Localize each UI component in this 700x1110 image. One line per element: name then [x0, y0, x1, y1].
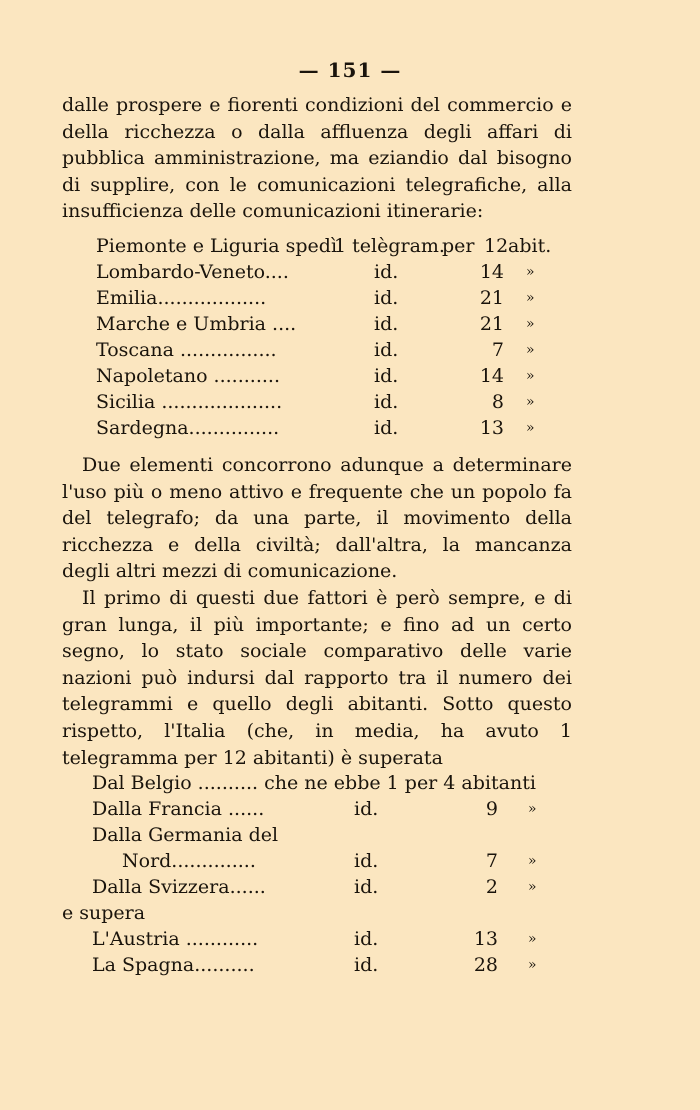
- inhabitants-value: 21: [479, 287, 504, 309]
- region-name: Piemonte e Liguria spedì: [96, 235, 338, 257]
- ditto-id: id.: [374, 339, 399, 361]
- ditto-id: id.: [374, 287, 399, 309]
- ditto-id: id.: [354, 928, 379, 950]
- ditto-id: id.: [354, 876, 379, 898]
- inhabitants-value: 13: [479, 417, 504, 439]
- ditto-mark: »: [528, 931, 537, 947]
- ditto-id: id.: [354, 850, 379, 872]
- ditto-id: id.: [354, 954, 379, 976]
- page-number: — 151 —: [298, 58, 402, 82]
- ditto-mark: »: [526, 342, 535, 358]
- ditto-mark: »: [526, 264, 535, 280]
- ditto-id: id.: [374, 365, 399, 387]
- ditto-mark: »: [526, 290, 535, 306]
- country-name: Nord..............: [122, 850, 256, 872]
- table-row: [96, 233, 566, 259]
- telegram-table-regions: [96, 233, 566, 443]
- inhabitants-value: 21: [479, 313, 504, 335]
- ditto-mark: »: [526, 420, 535, 436]
- inhabitants-value: 14: [479, 261, 504, 283]
- table-row: [96, 337, 566, 363]
- inhabitants-value: 28: [473, 954, 498, 976]
- table-row: [96, 389, 566, 415]
- inhabitants-value: 2: [485, 876, 498, 898]
- inhabitants-value: 13: [473, 928, 498, 950]
- connector-text: e supera: [62, 902, 146, 924]
- region-name: Sicilia ....................: [96, 391, 283, 413]
- ditto-mark: »: [528, 801, 537, 817]
- table-row: [92, 822, 562, 848]
- table-row: [92, 770, 562, 796]
- country-name: Dalla Germania del: [92, 824, 279, 846]
- table-row: [92, 796, 562, 822]
- ditto-id: id.: [374, 417, 399, 439]
- ditto-mark: »: [528, 879, 537, 895]
- country-name: La Spagna..........: [92, 954, 255, 976]
- inhabitants-value: 7: [485, 850, 498, 872]
- region-name: Marche e Umbria ....: [96, 313, 297, 335]
- telegram-count: 1 telègram.: [334, 235, 445, 257]
- table-row: [92, 874, 562, 900]
- inhabitants-value: 8: [491, 391, 504, 413]
- inhabitants-value: 7: [491, 339, 504, 361]
- paragraph-elements: Due elementi concorrono adunque a determinare l'uso più o meno attivo e frequente che un popolo fa del telegrafo; da una parte, il movimento della ricchezza e della civiltà; dall'altra, la mancanza degli altri mezzi di comunicazione.: [62, 454, 572, 583]
- ditto-id: id.: [374, 391, 399, 413]
- table-row: [96, 415, 566, 441]
- country-name: L'Austria ............: [92, 928, 259, 950]
- table-row: [96, 285, 566, 311]
- ditto-mark: »: [528, 853, 537, 869]
- ditto-mark: »: [526, 368, 535, 384]
- country-line: Dal Belgio .......... che ne ebbe 1 per 4 abitanti: [92, 772, 536, 794]
- region-name: Toscana ................: [96, 339, 277, 361]
- table-row: [96, 311, 566, 337]
- region-name: Napoletano ...........: [96, 365, 280, 387]
- country-name: Dalla Francia ......: [92, 798, 265, 820]
- ditto-mark: »: [526, 316, 535, 332]
- region-name: Emilia..................: [96, 287, 267, 309]
- inhabitants-value: 9: [485, 798, 498, 820]
- region-name: Sardegna...............: [96, 417, 280, 439]
- inhabitants-value: 14: [479, 365, 504, 387]
- ditto-mark: »: [526, 394, 535, 410]
- telegram-table-countries: [62, 770, 562, 980]
- table-row: [92, 952, 562, 978]
- table-row: [92, 848, 562, 874]
- region-name: Lombardo-Veneto....: [96, 261, 289, 283]
- table-row: [62, 900, 562, 926]
- ditto-id: id.: [374, 261, 399, 283]
- ditto-mark: »: [528, 957, 537, 973]
- paragraph-comparison: Il primo di questi due fattori è però sempre, e di gran lunga, il più importante; e fino ad un certo segno, lo stato sociale comparativo delle varie nazioni può indursi dal rapporto tra il numero dei telegrammi e quello degli abitanti. Sotto questo rispetto, l'Italia (che, in media, ha avuto 1 telegramma per 12 abitanti) è superata: [62, 587, 572, 769]
- country-name: Dalla Svizzera......: [92, 876, 266, 898]
- ditto-id: id.: [354, 798, 379, 820]
- table-row: [96, 363, 566, 389]
- abit-label: abit.: [508, 235, 552, 257]
- paragraph-intro: dalle prospere e fiorenti condizioni del commercio e della ricchezza o dalla affluenza degli affari di pubblica amministrazione, ma eziandio dal bisogno di supplire, con le comunicazioni telegrafiche, alla insufficienza delle comunicazioni itinerarie:: [62, 94, 572, 223]
- per-label: per: [442, 235, 475, 257]
- inhabitants-value: 12: [484, 235, 509, 257]
- table-row: [92, 926, 562, 952]
- table-row: [96, 259, 566, 285]
- ditto-id: id.: [374, 313, 399, 335]
